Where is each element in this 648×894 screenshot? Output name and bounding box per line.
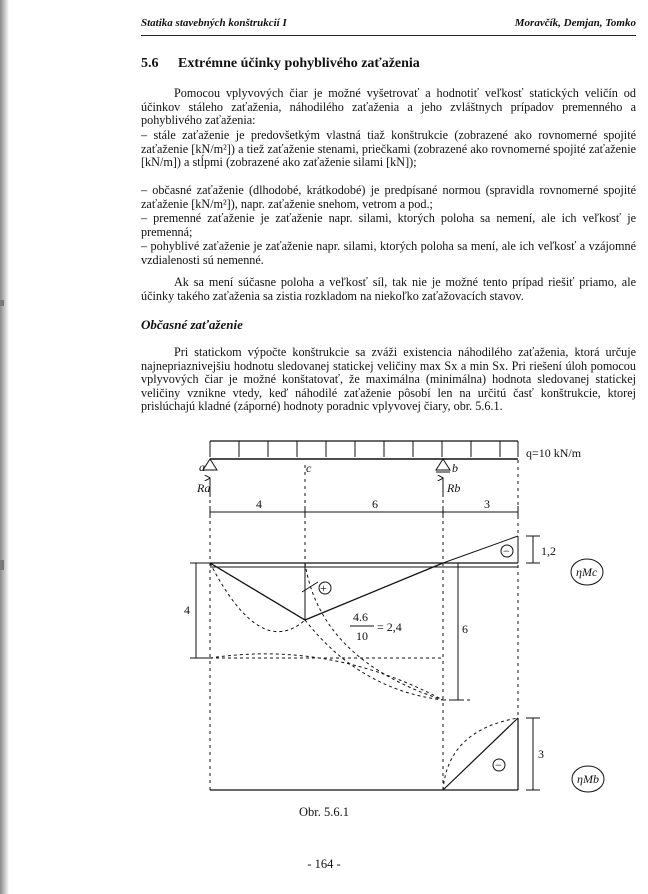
formula-numerator: 4.6 — [353, 610, 368, 624]
eta-mb-label: ηMb — [577, 772, 599, 786]
section-title: Extrémne účinky pohyblivého zaťaženia — [178, 56, 420, 71]
label-rb: Rb — [447, 481, 461, 495]
dim-4: 4 — [256, 497, 262, 511]
formula-denominator: 10 — [356, 629, 368, 643]
bullet-variable-load: – premenné zaťaženie je zaťaženie napr. silami, ktorých poloha sa nemení, ale ich veľkosť je premenná; — [141, 211, 636, 239]
paragraph-intro: Pomocou vplyvových čiar je možné vyšetrovať a hodnotiť veľkosť statických veličín od účinkov stáleho zaťaženia, náhodilého zaťaženia a jeho zvláštnych prípadov premenného a pohyblivého zaťaženia: — [141, 86, 636, 128]
load-label: q=10 kN/m — [526, 446, 582, 460]
dim-3-vertical: 3 — [538, 747, 544, 761]
dim-1-2: 1,2 — [541, 544, 556, 558]
label-c: c — [306, 461, 312, 475]
dashed-curves — [210, 563, 470, 700]
bullet-moving-load: – pohyblivé zaťaženie je zaťaženie napr. silami, ktorých poloha sa mení, ale ich veľkosť a vzájomné vzdialenosti sú nemenné. — [141, 239, 636, 267]
label-ra: Ra — [197, 481, 211, 495]
bullet-occasional-load: – občasné zaťaženie (dlhodobé, krátkodobé) je predpísané normou (spravidla rovnomerné spojité zaťaženie [kN/m²]), napr. zaťaženie snehom, vetrom a pod.; — [141, 183, 636, 211]
dim-3: 3 — [484, 497, 490, 511]
bullet-permanent-load: – stále zaťaženie je predovšetkým vlastná tiaž konštrukcie (zobrazené ako rovnomerné spojité zaťaženie [kN/m²]) a tiež zaťaženie stenami, priečkami (zobrazené ako rovnomerné spojité zaťaženie [kN/m]) a stĺpmi (zobrazené ako zaťaženie silami [kN]); — [141, 128, 636, 170]
eta-mc-label: ηMc — [576, 565, 598, 579]
paragraph-static-analysis: Pri statickom výpočte konštrukcie sa zváži existencia náhodilého zaťaženia, ktorá určuje najnepriaznivejšiu hodnotu sledovanej statickej veličiny max Sx a min Sx. Pri riešení úloh pomocou vplyvových čiar je možné konštatovať, že maximálna (minimálna) hodnota sledovanej statickej veličiny vznikne vtedy, keď náhodilé zaťaženie pôsobí len na určitú časť konštrukcie, ktorej prislúchajú kladné (záporné) hodnoty poradnic vplyvovej čiary, obr. 5.6.1. — [141, 345, 636, 414]
formula-result: = 2,4 — [377, 620, 402, 634]
paragraph-combination: Ak sa mení súčasne poloha a veľkosť síl, tak nie je možné tento prípad riešiť priamo, ale účinky takého zaťaženia sa zistia rozkladom na niekoľko zaťažovacích stavov. — [141, 275, 636, 303]
minus-sign-mb: − — [495, 758, 502, 772]
header-authors: Moravčík, Demjan, Tomko — [514, 17, 636, 29]
distributed-load — [210, 441, 518, 457]
dim-4-vertical: 4 — [184, 603, 190, 617]
subheading-occasional: Občasné zaťaženie — [141, 317, 243, 332]
page-number: - 164 - — [307, 857, 341, 871]
label-a: a — [199, 460, 205, 474]
support-a — [203, 459, 217, 470]
dim-6-vertical: 6 — [462, 622, 468, 636]
support-b — [436, 459, 450, 470]
figure-caption: Obr. 5.6.1 — [299, 805, 349, 819]
header-book-title: Statika stavebných konštrukcií I — [141, 17, 287, 29]
dim-6: 6 — [372, 497, 378, 511]
plus-sign: + — [320, 581, 327, 595]
section-number: 5.6 — [141, 56, 159, 71]
minus-sign: − — [503, 544, 510, 558]
label-b: b — [452, 461, 458, 475]
